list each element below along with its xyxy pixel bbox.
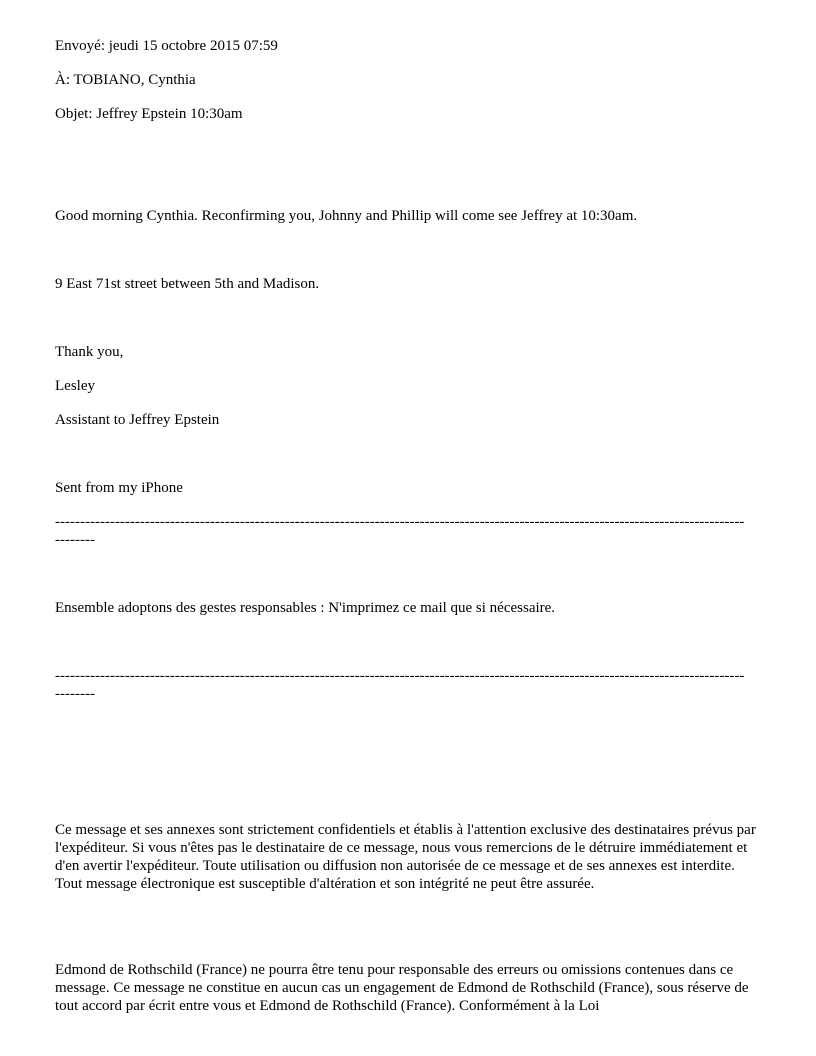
separator-2: ------------------------------------------------------------------------------------------------------------------------------------------ — [55, 668, 745, 684]
recipient: À: TOBIANO, Cynthia — [55, 72, 196, 88]
sender-name: Lesley — [55, 378, 95, 394]
liability-notice: Edmond de Rothschild (France) ne pourra être tenu pour responsable des erreurs ou omissions contenues dans ce message. Ce message ne constitue en aucun cas un engagement de Edmond de Rothschild (France), sous réserve de tout accord par écrit entre vous et Edmond de Rothschild (France). Conformément à la Loi — [55, 962, 749, 1014]
subject: Objet: Jeffrey Epstein 10:30am — [55, 106, 243, 122]
address-text: 9 East 71st street between 5th and Madison. — [55, 276, 320, 292]
greeting-text: Good morning Cynthia. Reconfirming you, Johnny and Phillip will come see Jeffrey at 10:30am. — [55, 208, 638, 224]
separator-2-continued: -------- — [55, 686, 95, 702]
sender-title: Assistant to Jeffrey Epstein — [55, 412, 220, 428]
sent-date: Envoyé: jeudi 15 octobre 2015 07:59 — [55, 38, 278, 54]
thanks-text: Thank you, — [55, 344, 124, 360]
confidentiality-notice: Ce message et ses annexes sont strictement confidentiels et établis à l'attention exclusive des destinataires prévus par l'expéditeur. Si vous n'êtes pas le destinataire de ce message, nous vous remercions de le détruire immédiatement et d'en avertir l'expéditeur. Toute utilisation ou diffusion non autorisée de ce message et de ses annexes est interdite. Tout message électronique est susceptible d'altération et son intégrité ne peut être assurée. — [55, 822, 756, 892]
email-document — [55, 0, 765, 1056]
separator-1: ------------------------------------------------------------------------------------------------------------------------------------------ — [55, 514, 745, 530]
sent-from-text: Sent from my iPhone — [55, 480, 183, 496]
separator-1-continued: -------- — [55, 532, 95, 548]
eco-notice: Ensemble adoptons des gestes responsables : N'imprimez ce mail que si nécessaire. — [55, 600, 556, 616]
